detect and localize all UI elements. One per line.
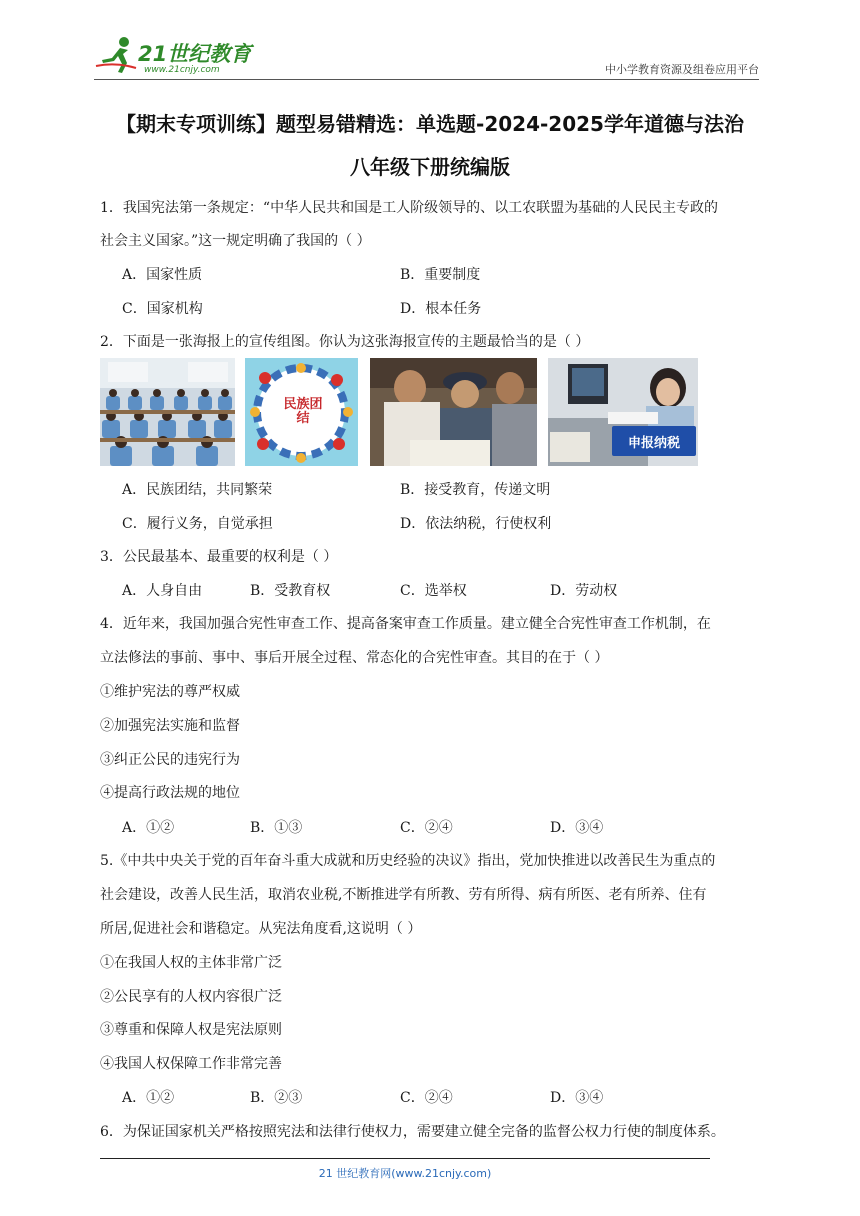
q4-option-b[interactable]: B．①③ bbox=[250, 820, 303, 836]
q5-stem-line3: 所居,促进社会和谐稳定。从宪法角度看,这说明（ ） bbox=[100, 921, 422, 937]
doc-title-line2: 八年级下册统编版 bbox=[350, 155, 510, 179]
page-header bbox=[94, 34, 759, 80]
runner-icon bbox=[94, 34, 138, 74]
q5-stem-line1: 5.《中共中央关于党的百年奋斗重大成就和历史经验的决议》指出，党加快推进以改善民生为重点的 bbox=[100, 853, 716, 869]
q5-statement-3: ③尊重和保障人权是宪法原则 bbox=[100, 1022, 282, 1038]
q4-stem-line1: 4．近年来，我国加强合宪性审查工作、提高备案审查工作质量。建立健全合宪性审查工作机制，在 bbox=[100, 616, 711, 632]
q1-option-d[interactable]: D．根本任务 bbox=[400, 301, 482, 317]
poster-text: 民族团结 bbox=[283, 397, 323, 426]
q3-option-c[interactable]: C．选举权 bbox=[400, 583, 467, 599]
q1-stem-line2: 社会主义国家。”这一规定明确了我国的（ ） bbox=[100, 233, 371, 249]
q1-option-c[interactable]: C．国家机构 bbox=[122, 301, 203, 317]
q3-option-a[interactable]: A．人身自由 bbox=[122, 583, 203, 599]
tax-sign-text: 申报纳税 bbox=[627, 436, 680, 451]
q1-option-b[interactable]: B．重要制度 bbox=[400, 267, 481, 283]
header-divider bbox=[94, 79, 759, 80]
q5-option-d[interactable]: D．③④ bbox=[550, 1090, 604, 1106]
q4-statement-4: ④提高行政法规的地位 bbox=[100, 785, 240, 801]
q1-stem-line1: 1．我国宪法第一条规定：“中华人民共和国是工人阶级领导的、以工农联盟为基础的人民民主专政的 bbox=[100, 200, 719, 216]
q5-stem-line2: 社会建设，改善人民生活，取消农业税,不断推进学有所教、劳有所得、病有所医、老有所养、住有 bbox=[100, 887, 707, 903]
q5-option-a[interactable]: A．①② bbox=[122, 1090, 175, 1106]
ethnic-unity-poster bbox=[245, 358, 358, 466]
q4-option-c[interactable]: C．②④ bbox=[400, 820, 453, 836]
q1-option-a[interactable]: A．国家性质 bbox=[122, 267, 203, 283]
q5-option-b[interactable]: B．②③ bbox=[250, 1090, 303, 1106]
logo-url: www.21cnjy.com bbox=[144, 65, 220, 75]
q2-option-b[interactable]: B．接受教育，传递文明 bbox=[400, 482, 551, 498]
footer-link[interactable]: 21 世纪教育网(www.21cnjy.com) bbox=[318, 1167, 492, 1180]
q4-statement-1: ①维护宪法的尊严权威 bbox=[100, 684, 240, 700]
q2-stem-line1: 2．下面是一张海报上的宣传组图。你认为这张海报宣传的主题最恰当的是（ ） bbox=[100, 334, 590, 350]
q3-option-b[interactable]: B．受教育权 bbox=[250, 583, 331, 599]
classroom-photo bbox=[100, 358, 235, 466]
footer-divider bbox=[100, 1158, 710, 1159]
q3-stem-line1: 3．公民最基本、最重要的权利是（ ） bbox=[100, 549, 338, 565]
q4-option-d[interactable]: D．③④ bbox=[550, 820, 604, 836]
platform-name: 中小学教育资源及组卷应用平台 bbox=[605, 63, 759, 76]
doc-title-line1: 【期末专项训练】题型易错精选：单选题-2024-2025学年道德与法治 bbox=[116, 112, 744, 136]
q4-stem-line2: 立法修法的事前、事中、事后开展全过程、常态化的合宪性审查。其目的在于（ ） bbox=[100, 650, 609, 666]
q5-option-c[interactable]: C．②④ bbox=[400, 1090, 453, 1106]
q2-option-c[interactable]: C．履行义务，自觉承担 bbox=[122, 516, 273, 532]
q3-option-d[interactable]: D．劳动权 bbox=[550, 583, 618, 599]
q5-statement-2: ②公民享有的人权内容很广泛 bbox=[100, 989, 282, 1005]
q5-statement-4: ④我国人权保障工作非常完善 bbox=[100, 1056, 282, 1072]
q5-statement-1: ①在我国人权的主体非常广泛 bbox=[100, 955, 282, 971]
q2-option-d[interactable]: D．依法纳税，行使权利 bbox=[400, 516, 552, 532]
q4-statement-3: ③纠正公民的违宪行为 bbox=[100, 752, 240, 768]
q2-option-a[interactable]: A．民族团结，共同繁荣 bbox=[122, 482, 273, 498]
q6-stem-line1: 6．为保证国家机关严格按照宪法和法律行使权力，需要建立健全完备的监督公权力行使的制度体系。 bbox=[100, 1124, 725, 1140]
tax-office-photo bbox=[548, 358, 698, 466]
officers-photo bbox=[370, 358, 537, 466]
site-logo[interactable] bbox=[94, 34, 274, 78]
q4-option-a[interactable]: A．①② bbox=[122, 820, 175, 836]
logo-text: 21世纪教育 bbox=[138, 42, 252, 66]
q4-statement-2: ②加强宪法实施和监督 bbox=[100, 718, 240, 734]
